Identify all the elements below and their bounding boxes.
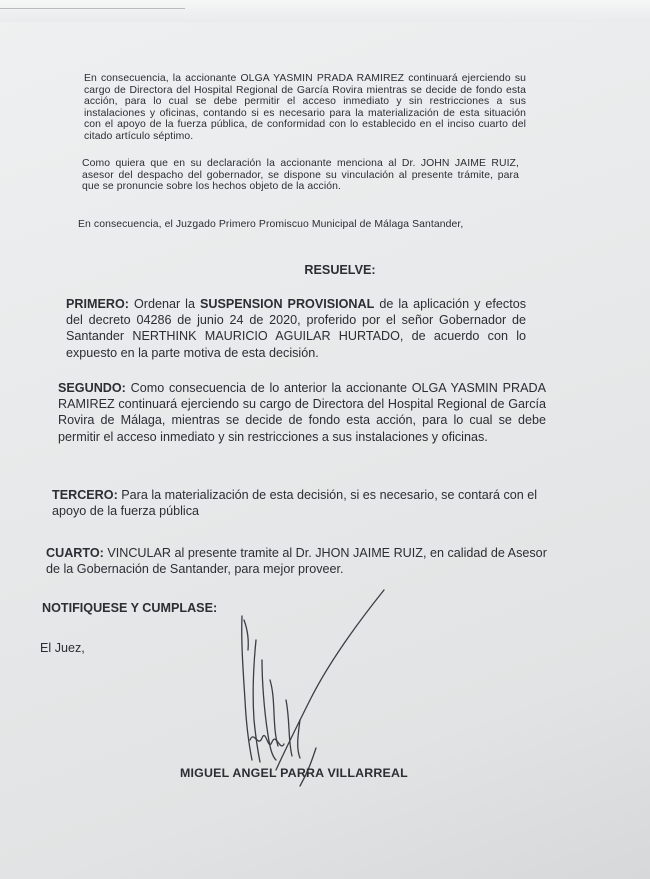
tercero-label: TERCERO:: [52, 488, 118, 502]
previous-page-edge: [0, 0, 650, 22]
resolution-heading: RESUELVE:: [304, 263, 376, 277]
tercero-text: Para la materialización de esta decisión, si es necesario, se contará con el apoyo de la fuerza pública: [52, 488, 538, 519]
divider-line: [0, 8, 185, 9]
primero-emphasis: SUSPENSION PROVISIONAL: [199, 297, 375, 311]
primero-label: PRIMERO:: [66, 297, 129, 311]
segundo-clause: [58, 380, 546, 445]
cuarto-clause: [46, 545, 554, 577]
signatory-title: El Juez,: [40, 641, 85, 655]
paragraph-vinculacion: Como quiera que en su declaración la accionante menciona al Dr. JOHN JAIME RUIZ, asesor del despacho del gobernador, se dispone su vinculación al presente trámite, para que se pronuncie sobre los hechos objeto de la acción.: [82, 158, 519, 192]
paragraph-juzgado: En consecuencia, el Juzgado Primero Promiscuo Municipal de Málaga Santander,: [78, 219, 464, 230]
cuarto-text: VINCULAR al presente tramite al Dr. JHON JAIME RUIZ, en calidad de Asesor de la Gobernación de Santander, para mejor proveer.: [46, 546, 547, 577]
segundo-label: SEGUNDO:: [58, 381, 126, 395]
primero-clause: [66, 296, 526, 361]
judge-name: MIGUEL ANGEL PARRA VILLARREAL: [180, 766, 408, 780]
paragraph-consecuencia: En consecuencia, la accionante OLGA YASMIN PRADA RAMIREZ continuará ejerciendo su cargo de Directora del Hospital Regional de García Rovira mientras se decide de fondo esta acción, para lo cual se debe permitir el acceso inmediato y sin restricciones a sus instalaciones y oficinas, contando si es necesario para la materialización de esta situación con el apoyo de la fuerza pública, de conformidad con lo establecido en el inciso cuarto del citado artículo séptimo.: [84, 73, 526, 142]
segundo-text: Como consecuencia de lo anterior la accionante OLGA YASMIN PRADA RAMIREZ continuará ejerciendo su cargo de Directora del Hospital Regional de García Rovira de Málaga, mientras se decide de fondo esta acción, para lo cual se debe permitir el acceso inmediato y sin restricciones a sus instalaciones y oficinas.: [58, 381, 546, 444]
primero-text-a: Ordenar la: [133, 297, 195, 311]
primero-text-b: de la aplicación y efectos del decreto 04286 de junio 24 de 2020, proferido por el señor Gobernador de Santander NERTHINK MAURICIO AGUILAR HURTADO, de acuerdo con lo expuesto en la parte motiva de esta decisión.: [66, 297, 526, 360]
closing-line: NOTIFIQUESE Y CUMPLASE:: [42, 601, 218, 615]
cuarto-label: CUARTO:: [46, 546, 104, 560]
tercero-clause: [52, 487, 550, 519]
